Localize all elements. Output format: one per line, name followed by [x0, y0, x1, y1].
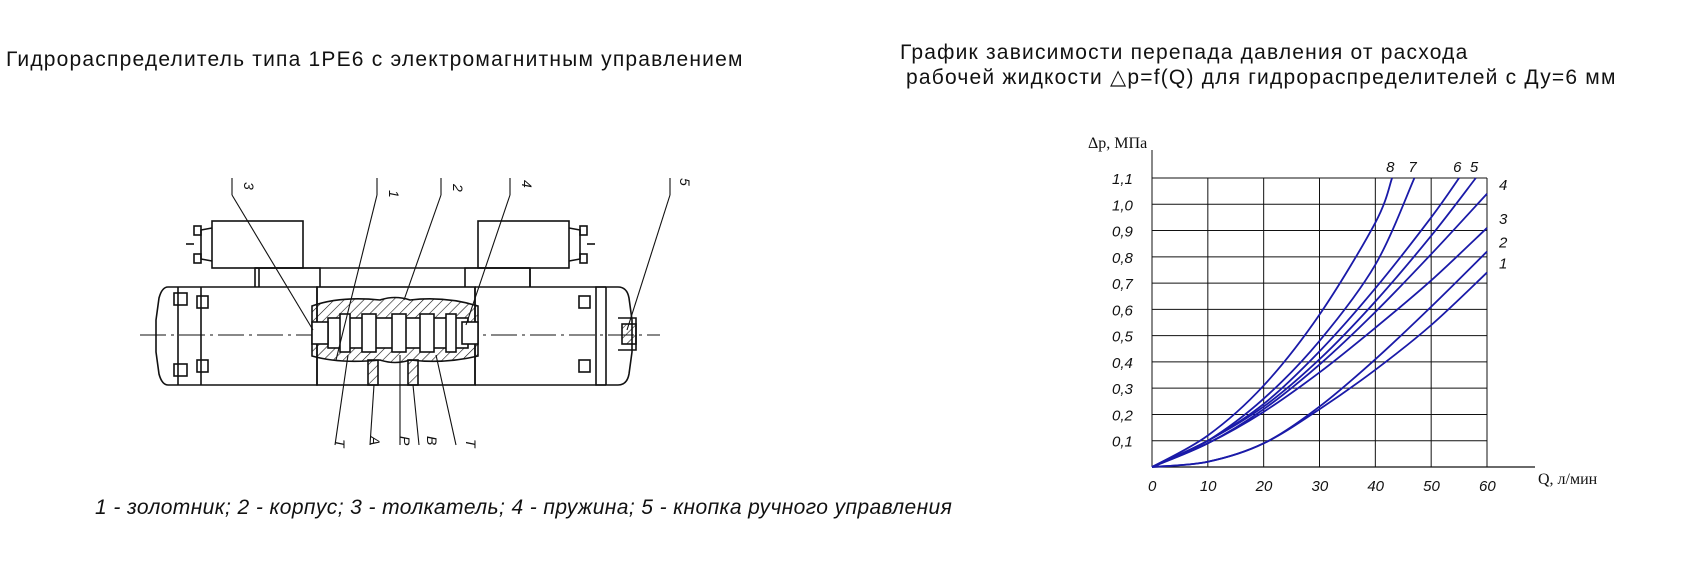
- y-tick-label: 0,1: [1112, 433, 1133, 451]
- port-label-t-left: Т: [332, 439, 348, 448]
- port-label-a: А: [367, 436, 383, 446]
- port-label-p: Р: [397, 436, 413, 446]
- left-connector: [186, 221, 303, 287]
- series-label-1: 1: [1499, 255, 1508, 273]
- port-label-b: В: [424, 436, 440, 446]
- manual-button: [618, 318, 636, 350]
- series-label-3: 3: [1499, 210, 1508, 228]
- x-tick-label: 50: [1423, 478, 1440, 495]
- right-connector: [478, 221, 595, 287]
- y-tick-label: 1,0: [1112, 197, 1133, 215]
- y-tick-label: 0,5: [1112, 328, 1133, 346]
- y-tick-label: 0,4: [1112, 354, 1133, 372]
- chart-y-axis-label: Δp, МПа: [1088, 135, 1148, 152]
- callout-numbers: [241, 178, 693, 198]
- series-line-6: [1152, 178, 1459, 467]
- y-tick-label: 0,2: [1112, 407, 1133, 425]
- port-label-t-right: Т: [463, 439, 479, 448]
- callout-1: 1: [386, 190, 402, 198]
- port-labels: [332, 435, 479, 449]
- y-tick-label: 0,9: [1112, 223, 1133, 241]
- y-tick-label: 0,7: [1112, 276, 1133, 294]
- y-tick-label: 0,3: [1112, 381, 1133, 399]
- y-tick-label: 1,1: [1112, 171, 1133, 188]
- x-tick-label: 60: [1479, 478, 1496, 495]
- diagram-title: Гидрораспределитель типа 1РЕ6 с электромагнитным управлением: [6, 48, 744, 71]
- right-solenoid: [475, 287, 632, 385]
- chart-x-ticks: [1148, 478, 1496, 495]
- body-flange: [255, 268, 530, 287]
- chart-y-ticks: [1112, 171, 1134, 451]
- left-solenoid: [156, 287, 317, 385]
- valve-drawing: [140, 178, 670, 445]
- x-tick-label: 0: [1148, 478, 1157, 495]
- chart-grid: [1152, 150, 1487, 467]
- chart-title-line2: рабочей жидкости △p=f(Q) для гидрораспределителей с Ду=6 мм: [906, 66, 1617, 89]
- callout-4: 4: [519, 180, 535, 188]
- series-label-4: 4: [1499, 176, 1508, 194]
- chart-x-axis-label: Q, л/мин: [1538, 471, 1598, 488]
- series-label-8: 8: [1386, 159, 1395, 176]
- valve-body: [312, 287, 478, 385]
- callout-3: 3: [241, 182, 257, 190]
- x-tick-label: 10: [1199, 478, 1217, 495]
- series-label-5: 5: [1469, 159, 1479, 176]
- series-label-7: 7: [1408, 159, 1417, 176]
- x-tick-label: 30: [1311, 478, 1329, 495]
- y-tick-label: 0,6: [1112, 302, 1133, 320]
- x-tick-label: 40: [1367, 478, 1385, 495]
- chart-title-line1: График зависимости перепада давления от расхода: [900, 41, 1469, 64]
- pressure-flow-chart: [1088, 135, 1598, 495]
- series-label-2: 2: [1499, 234, 1508, 252]
- x-tick-label: 20: [1255, 478, 1273, 495]
- diagram-caption: 1 - золотник; 2 - корпус; 3 - толкатель; 4 - пружина; 5 - кнопка ручного управления: [95, 496, 953, 519]
- series-label-6: 6: [1453, 159, 1462, 176]
- callout-2: 2: [450, 184, 466, 192]
- y-tick-label: 0,8: [1112, 249, 1133, 267]
- callout-5: 5: [677, 178, 693, 186]
